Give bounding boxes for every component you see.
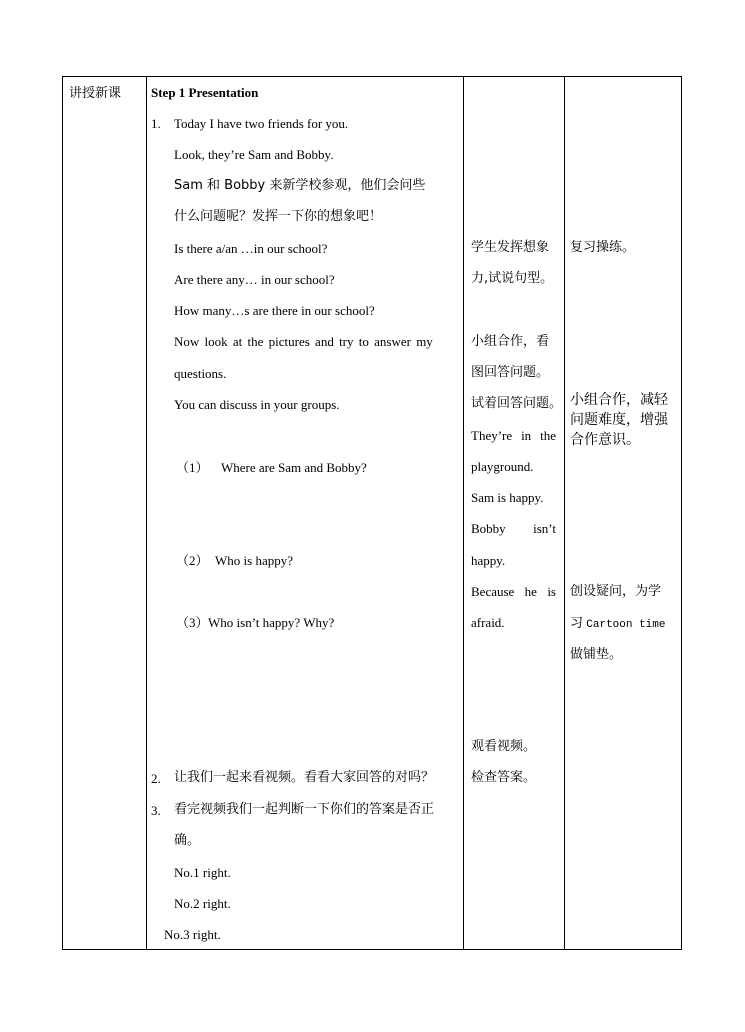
- purpose-line: 创设疑问，为学: [570, 584, 662, 599]
- student-answer-line: playground.: [471, 459, 534, 474]
- chinese-prompt-line: 什么问题呢？发挥一下你的想象吧！: [174, 209, 383, 224]
- answer-word: isn’t: [533, 521, 556, 536]
- step-text: 看完视频我们一起判断一下你们的答案是否正: [174, 802, 435, 817]
- column-divider: [564, 77, 565, 949]
- instruction-line: [174, 334, 457, 350]
- step-number: 1.: [151, 116, 161, 131]
- instruction-line: You can discuss in your groups.: [174, 397, 340, 412]
- instruction-line: questions.: [174, 366, 227, 381]
- answer-word: Because: [471, 584, 515, 599]
- step-text: 让我们一起来看视频。看看大家回答的对吗？: [174, 770, 435, 785]
- procedure-heading: Step 1 Presentation: [151, 85, 259, 100]
- column-divider: [463, 77, 464, 949]
- answer-line: No.1 right.: [174, 865, 231, 880]
- student-answer-line: [471, 428, 556, 444]
- student-answer-line: [471, 584, 556, 600]
- question-text: Who isn’t happy? Why?: [208, 615, 335, 630]
- answer-word: is: [547, 584, 556, 599]
- student-activity-line: 检查答案。: [471, 770, 537, 785]
- answer-word: Bobby: [471, 521, 506, 536]
- answer-word: They’re: [471, 428, 513, 443]
- answer-line: No.3 right.: [164, 927, 221, 942]
- purpose-line: 合作意识。: [570, 432, 640, 448]
- chinese-prompt-line: Sam 和 Bobby 来新学校参观，他们会问些: [174, 178, 426, 193]
- column-divider: [146, 77, 147, 949]
- step-number: 2.: [151, 771, 161, 786]
- student-activity-line: 小组合作，看: [471, 334, 550, 349]
- purpose-line: 问题难度，增强: [570, 412, 668, 428]
- step-text: 确。: [174, 833, 201, 848]
- answer-word: the: [540, 428, 556, 443]
- purpose-line: 小组合作，减轻: [570, 392, 668, 408]
- sentence-pattern: How many…s are there in our school?: [174, 303, 375, 318]
- sentence-pattern: Are there any… in our school?: [174, 272, 335, 287]
- answer-line: No.2 right.: [174, 896, 231, 911]
- student-answer-line: happy.: [471, 553, 506, 568]
- question-text: Who is happy?: [215, 553, 293, 568]
- student-answer-line: afraid.: [471, 615, 505, 630]
- sentence-pattern: Is there a/an …in our school?: [174, 241, 328, 256]
- student-activity-line: 力,试说句型。: [471, 271, 554, 286]
- student-activity-line: 试着回答问题。: [471, 396, 563, 411]
- question-number: （2）: [176, 553, 209, 568]
- question-number: （1）: [176, 460, 209, 475]
- purpose-line: 做铺垫。: [570, 647, 623, 662]
- look-text: Look, they’re Sam and Bobby.: [174, 147, 334, 162]
- purpose-line: [570, 615, 665, 633]
- instruction-text: Now look at the pictures and try to answer my: [174, 334, 433, 349]
- answer-word: in: [521, 428, 532, 443]
- purpose-text: 习: [570, 616, 584, 631]
- stage-label: 讲授新课: [69, 86, 122, 101]
- cartoon-time-term: Cartoon time: [586, 619, 666, 631]
- answer-word: he: [524, 584, 537, 599]
- student-activity-line: 观看视频。: [471, 739, 537, 754]
- student-activity-line: 图回答问题。: [471, 365, 550, 380]
- purpose-line: 复习操练。: [570, 240, 636, 255]
- student-activity-line: 学生发挥想象: [471, 240, 550, 255]
- student-answer-line: [471, 521, 556, 537]
- question-text: Where are Sam and Bobby?: [221, 460, 367, 475]
- student-answer-line: Sam is happy.: [471, 490, 544, 505]
- step-number: 3.: [151, 803, 161, 818]
- intro-text: Today I have two friends for you.: [174, 116, 349, 131]
- question-number: （3）: [176, 615, 209, 630]
